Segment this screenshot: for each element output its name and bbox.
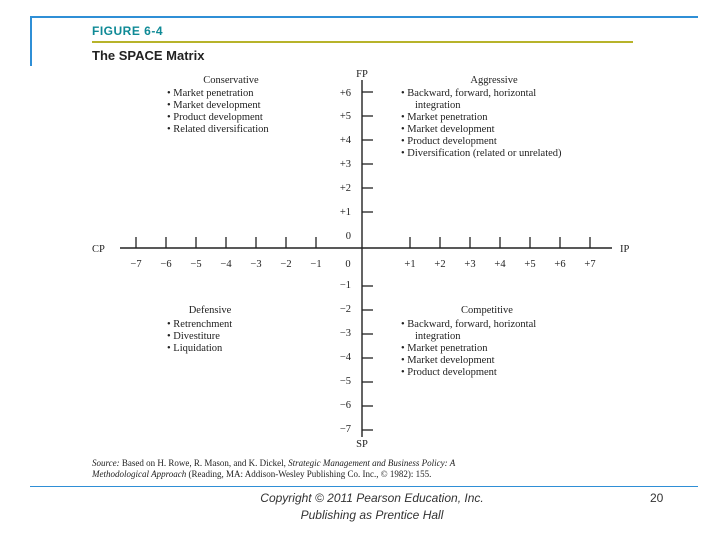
x-tick-label: +1 bbox=[404, 259, 416, 270]
strategy-item: • Diversification (related or unrelated) bbox=[401, 148, 562, 159]
x-tick-label: +2 bbox=[434, 259, 446, 270]
x-tick-label: −4 bbox=[220, 259, 232, 270]
y-tick-label: −1 bbox=[339, 280, 351, 291]
y-tick-label: 0 bbox=[345, 231, 351, 242]
strategy-item: integration bbox=[415, 331, 461, 342]
copyright-line: Copyright © 2011 Pearson Education, Inc. bbox=[260, 491, 484, 505]
y-tick-label: +3 bbox=[339, 159, 351, 170]
x-tick-label: +7 bbox=[584, 259, 596, 270]
y-tick-label: −3 bbox=[339, 328, 351, 339]
y-tick-label: +6 bbox=[339, 88, 351, 99]
footer-rule bbox=[30, 486, 698, 487]
strategy-item: • Related diversification bbox=[167, 124, 269, 135]
figure-label: FIGURE 6-4 bbox=[92, 24, 164, 38]
strategy-item: • Product development bbox=[167, 112, 263, 123]
strategy-item: • Backward, forward, horizontal bbox=[401, 319, 537, 330]
y-tick-label: −6 bbox=[339, 400, 351, 411]
strategy-item: • Market penetration bbox=[167, 88, 254, 99]
quadrant-defensive bbox=[167, 305, 232, 354]
page-number: 20 bbox=[650, 491, 664, 505]
strategy-item: integration bbox=[415, 100, 461, 111]
y-tick-label: −4 bbox=[339, 352, 351, 363]
axis-label-cp: CP bbox=[92, 244, 105, 255]
source-lead: Source: bbox=[92, 458, 120, 468]
source-citation bbox=[92, 458, 612, 480]
strategy-item: • Market penetration bbox=[401, 112, 488, 123]
strategy-item: • Product development bbox=[401, 367, 497, 378]
source-text: (Reading, MA: Addison-Wesley Publishing Co. Inc., © 1982): 155. bbox=[186, 469, 432, 479]
x-tick-label: +6 bbox=[554, 259, 566, 270]
strategy-item: • Market development bbox=[401, 355, 495, 366]
x-tick-label: 0 bbox=[345, 259, 351, 270]
source-title-part1: Strategic Management and Business Policy: A bbox=[288, 458, 456, 468]
x-tick-label: −1 bbox=[310, 259, 322, 270]
strategy-item: • Market development bbox=[401, 124, 495, 135]
strategy-item: • Product development bbox=[401, 136, 497, 147]
axis-label-fp: FP bbox=[356, 69, 368, 80]
y-tick-label: +4 bbox=[339, 135, 351, 146]
quadrant-title: Aggressive bbox=[470, 75, 518, 86]
quadrant-title: Conservative bbox=[203, 75, 259, 86]
y-tick-label: −5 bbox=[339, 376, 351, 387]
strategy-item: • Retrenchment bbox=[167, 319, 233, 330]
strategy-item: • Liquidation bbox=[167, 343, 223, 354]
x-tick-label: +5 bbox=[524, 259, 536, 270]
quadrant-aggressive bbox=[401, 75, 562, 159]
source-title-part2: Methodological Approach bbox=[92, 469, 187, 479]
strategy-item: • Backward, forward, horizontal bbox=[401, 88, 537, 99]
strategy-item: • Market penetration bbox=[401, 343, 488, 354]
y-tick-marks bbox=[362, 92, 373, 430]
x-tick-marks bbox=[136, 237, 590, 248]
figure-title: The SPACE Matrix bbox=[92, 48, 205, 63]
x-tick-label: −2 bbox=[280, 259, 292, 270]
x-tick-label: −7 bbox=[130, 259, 142, 270]
axis-label-ip: IP bbox=[620, 244, 630, 255]
x-tick-label: −6 bbox=[160, 259, 172, 270]
quadrant-competitive bbox=[401, 305, 536, 378]
axis-label-sp: SP bbox=[356, 439, 368, 450]
strategy-item: • Market development bbox=[167, 100, 261, 111]
y-tick-label: +2 bbox=[339, 183, 351, 194]
x-tick-label: +3 bbox=[464, 259, 476, 270]
quadrant-title: Competitive bbox=[461, 305, 513, 316]
quadrant-conservative bbox=[167, 75, 269, 135]
strategy-item: • Divestiture bbox=[167, 331, 220, 342]
x-tick-label: −3 bbox=[250, 259, 262, 270]
copyright-notice bbox=[200, 490, 544, 524]
y-tick-label: −2 bbox=[339, 304, 351, 315]
y-tick-label: −7 bbox=[339, 424, 351, 435]
x-tick-label: +4 bbox=[494, 259, 506, 270]
quadrant-title: Defensive bbox=[188, 305, 232, 316]
source-text: Based on H. Rowe, R. Mason, and K. Dickel, bbox=[119, 458, 289, 468]
x-tick-label: −5 bbox=[190, 259, 202, 270]
y-tick-label: +5 bbox=[339, 111, 351, 122]
y-tick-label: +1 bbox=[339, 207, 351, 218]
copyright-line: Publishing as Prentice Hall bbox=[300, 508, 444, 522]
